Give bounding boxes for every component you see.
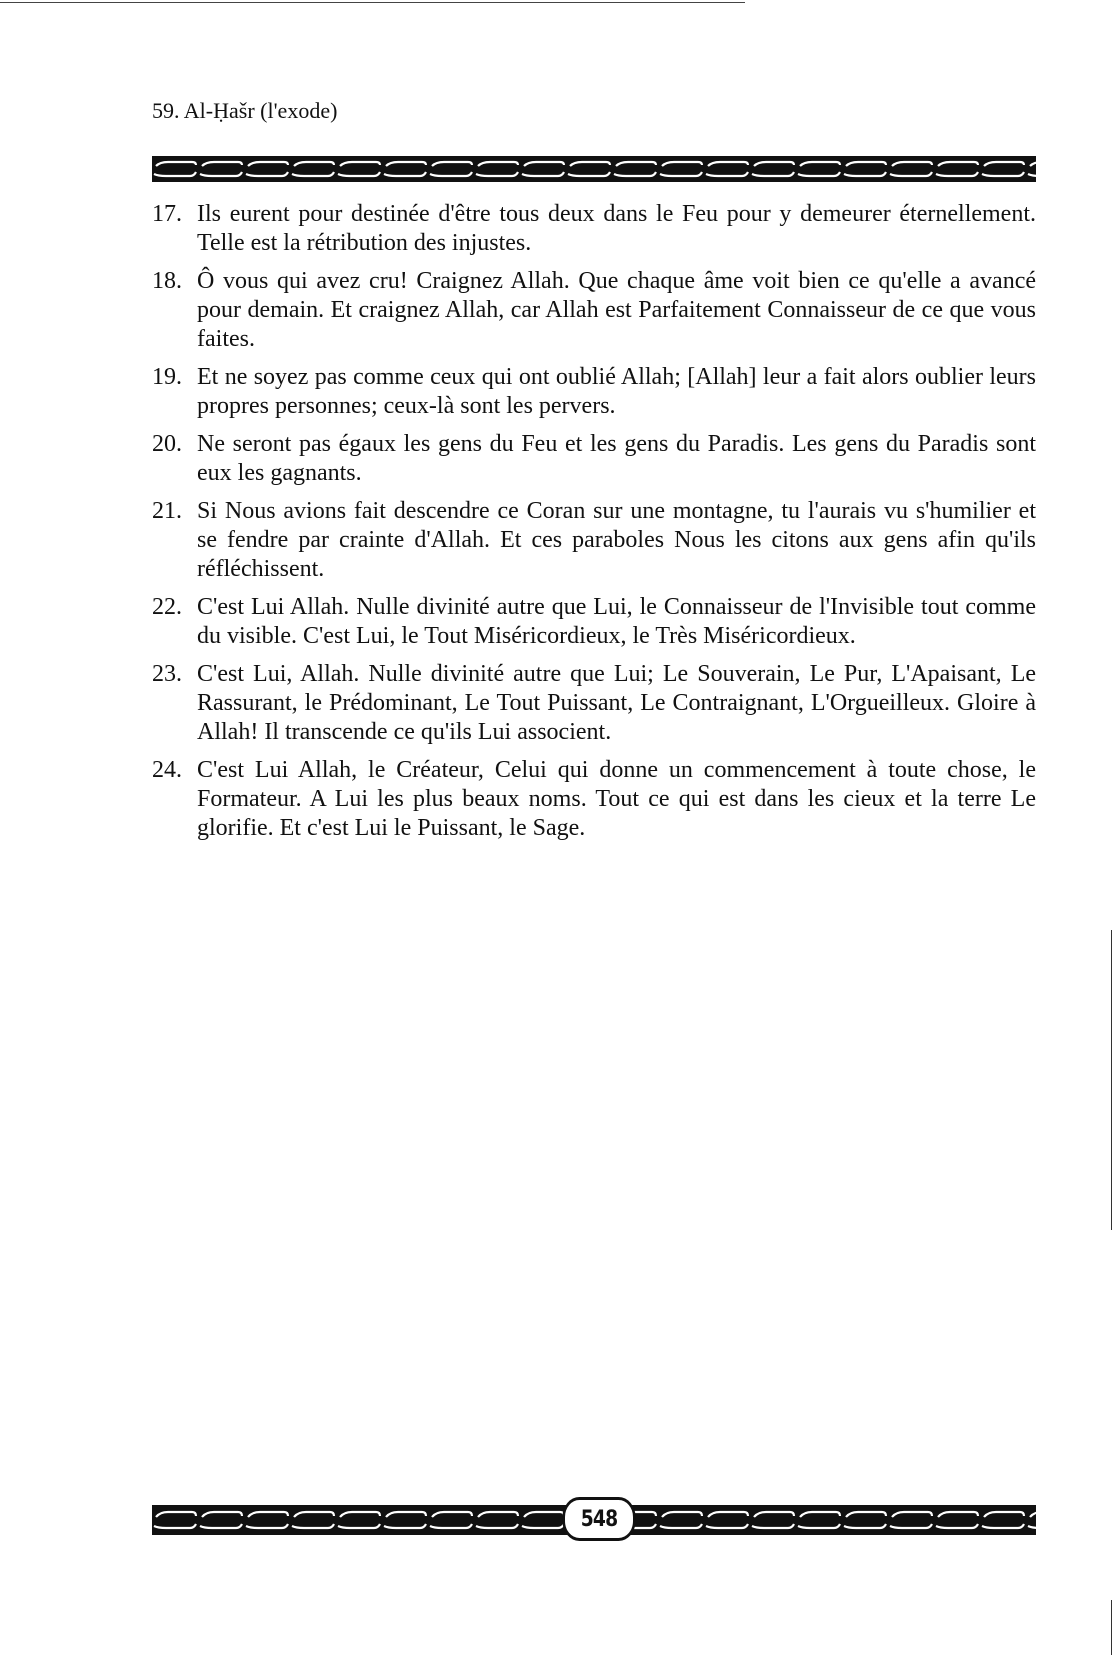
ornament-chain-pattern <box>152 156 1036 182</box>
verse-text: Ne seront pas égaux les gens du Feu et les gens du Paradis. Les gens du Paradis sont eux les gagnants. <box>197 431 1036 486</box>
running-header: 59. Al-Ḥašr (l'exode) <box>152 98 338 123</box>
verse-number: 24. <box>152 757 182 783</box>
verse-item <box>152 363 1036 421</box>
verse-number: 22. <box>152 594 182 620</box>
verse-item <box>152 593 1036 651</box>
verse-text: C'est Lui Allah, le Créateur, Celui qui donne un commencement à toute chose, le Formateur. A Lui les plus beaux noms. Tout ce qui est dans les cieux et la terre Le glorifie. Et c'est Lui le Puissant, le Sage. <box>197 757 1036 841</box>
verse-item <box>152 497 1036 584</box>
verse-item <box>152 267 1036 354</box>
verse-item <box>152 660 1036 747</box>
verse-number: 21. <box>152 498 182 524</box>
verse-text: C'est Lui Allah. Nulle divinité autre que Lui, le Connaisseur de l'Invisible tout comme du visible. C'est Lui, le Tout Miséricordieux, le Très Miséricordieux. <box>197 594 1036 649</box>
verse-item <box>152 430 1036 488</box>
top-scan-rule <box>0 2 745 3</box>
verse-list <box>152 200 1036 852</box>
ornamental-band-top <box>152 156 1036 182</box>
verse-text: Si Nous avions fait descendre ce Coran sur une montagne, tu l'aurais vu s'humilier et se fendre par crainte d'Allah. Et ces paraboles Nous les citons aux gens afin qu'ils réfléchissent. <box>197 498 1036 582</box>
scan-edge-mark <box>1111 930 1112 1230</box>
verse-text: Ils eurent pour destinée d'être tous deux dans le Feu pour y demeurer éternellement. Telle est la rétribution des injustes. <box>197 201 1036 256</box>
scan-edge-mark <box>1111 1600 1112 1655</box>
verse-text: Et ne soyez pas comme ceux qui ont oublié Allah; [Allah] leur a fait alors oublier leurs propres personnes; ceux-là sont les pervers. <box>197 364 1036 419</box>
verse-number: 17. <box>152 201 182 227</box>
verse-text: Ô vous qui avez cru! Craignez Allah. Que chaque âme voit bien ce qu'elle a avancé pour demain. Et craignez Allah, car Allah est Parfaitement Connaisseur de ce que vous faites. <box>197 268 1036 352</box>
verse-number: 19. <box>152 364 182 390</box>
verse-text: C'est Lui, Allah. Nulle divinité autre que Lui; Le Souverain, Le Pur, L'Apaisant, Le Rassurant, le Prédominant, Le Tout Puissant, Le Contraignant, L'Orgueilleux. Gloire à Allah! Il transcende ce qu'ils Lui associent. <box>197 661 1036 745</box>
verse-item <box>152 200 1036 258</box>
verse-number: 18. <box>152 268 182 294</box>
page-number: 548 <box>562 1497 635 1541</box>
verse-number: 20. <box>152 431 182 457</box>
verse-number: 23. <box>152 661 182 687</box>
verse-item <box>152 756 1036 843</box>
